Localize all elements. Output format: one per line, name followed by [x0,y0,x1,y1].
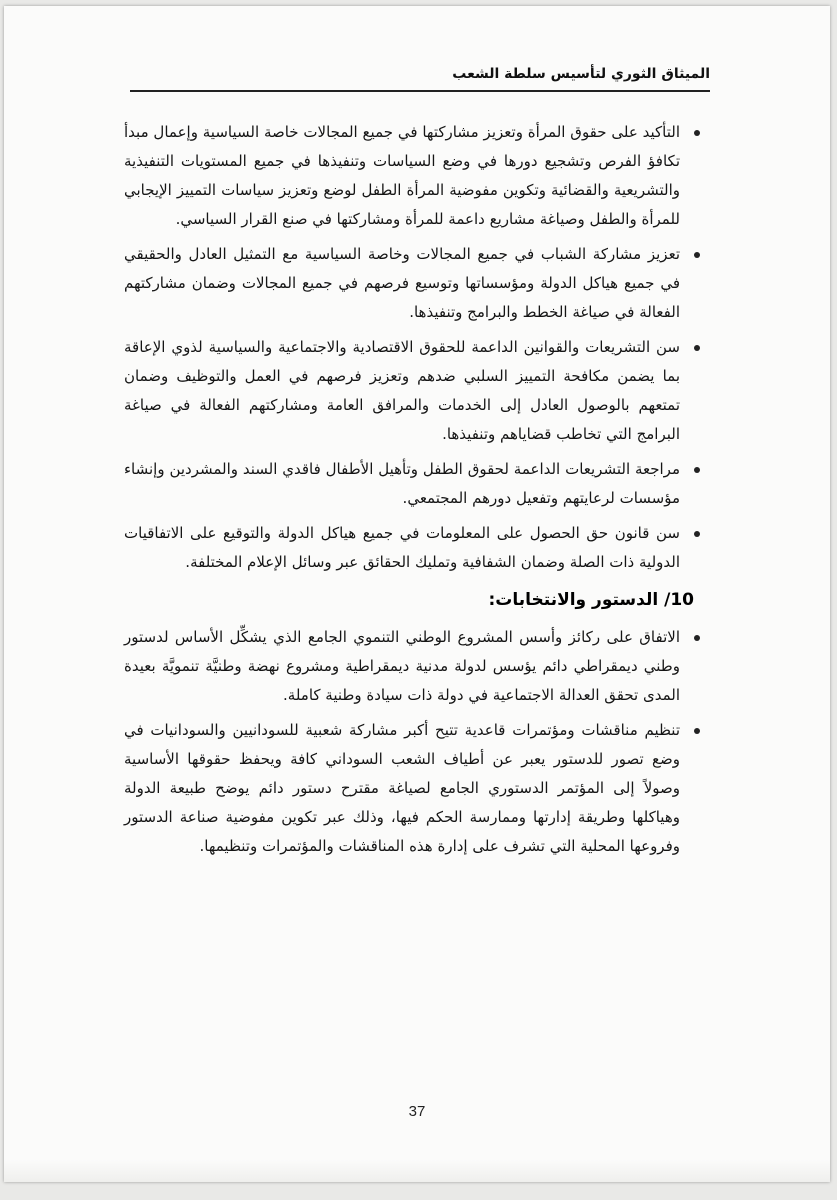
list-item [124,519,680,577]
bullet-icon [694,467,700,473]
list-item [124,333,680,449]
list-item [124,623,680,710]
page-edge-shadow [4,1160,830,1182]
list-item-text: مراجعة التشريعات الداعمة لحقوق الطفل وتأهيل الأطفال فاقدي السند والمشردين وإنشاء مؤسسات لرعايتهم وتفعيل دورهم المجتمعي. [124,460,680,507]
list-item-text: سن قانون حق الحصول على المعلومات في جميع هياكل الدولة والتوقيع على الاتفاقيات الدولية ذات الصلة وضمان الشفافية وتمليك الحقائق عبر وسائل الإعلام المختلفة. [124,524,680,571]
list-item [124,118,680,234]
list-item-text: تنظيم مناقشات ومؤتمرات قاعدية تتيح أكبر مشاركة شعبية للسودانيين والسودانيات في وضع تصور للدستور يعبر عن أطياف الشعب السوداني كافة ويحفظ حقوقها الأساسية وصولاً إلى المؤتمر الدستوري الجامع لصياغة مقترح دستور دائم يوضح طبيعة الدولة وهياكلها وطريقة إدارتها وممارسة الحكم فيها، وذلك عبر تكوين مفوضية صناعة الدستور وفروعها المحلية التي تشرف على إدارة هذه المناقشات والمؤتمرات وتنظيمها. [124,721,680,855]
bullet-icon [694,635,700,641]
list-item-text: التأكيد على حقوق المرأة وتعزيز مشاركتها في جميع المجالات خاصة السياسية وإعمال مبدأ تكافؤ الفرص وتشجيع دورها في وضع السياسات وتنفيذها في جميع المستويات التنفيذية والتشريعية والقضائية وتكوين مفوضية المرأة الطفل لوضع وتعزيز سياسات التمييز الإيجابي للمرأة والطفل وصياغة مشاريع داعمة للمرأة ومشاركتها في صنع القرار السياسي. [124,123,680,228]
bullet-icon [694,252,700,258]
header-title: الميثاق الثوري لتأسيس سلطة الشعب [452,66,710,82]
section-title: الدستور والانتخابات: [488,590,659,610]
list-item [124,455,680,513]
bullet-icon [694,345,700,351]
bullet-icon [694,531,700,537]
bullet-icon [694,728,700,734]
list-item [124,716,680,861]
document-page [4,6,830,1182]
section-heading [124,583,694,617]
list-item [124,240,680,327]
list-item-text: سن التشريعات والقوانين الداعمة للحقوق الاقتصادية والاجتماعية والسياسية لذوي الإعاقة بما يضمن مكافحة التمييز السلبي ضدهم وتعزيز فرصهم في العمل والتوظيف وضمان تمتعهم بالوصول العادل إلى الخدمات والمرافق العامة ومشاركتهم الفعالة في صياغة البرامج التي تخاطب قضاياهم وتنفيذها. [124,338,680,443]
bullet-list-rights [124,118,680,577]
page-content [124,118,694,867]
page-header [130,64,710,92]
page-number: 37 [408,1103,426,1120]
section-number: 10/ [664,590,694,610]
bullet-list-constitution [124,623,680,861]
bullet-icon [694,130,700,136]
list-item-text: تعزيز مشاركة الشباب في جميع المجالات وخاصة السياسية مع التمثيل العادل والحقيقي في جميع هياكل الدولة ومؤسساتها وتوسيع فرصهم في جميع المجالات وضمان مشاركتهم الفعالة في صياغة الخطط والبرامج وتنفيذها. [124,245,680,321]
list-item-text: الاتفاق على ركائز وأسس المشروع الوطني التنموي الجامع الذي يشكِّل الأساس لدستور وطني ديمقراطي دائم يؤسس لدولة مدنية ديمقراطية ومشروع نهضة وطنيَّة تنمويَّة بعيدة المدى تحقق العدالة الاجتماعية في دولة ذات سيادة وطنية كاملة. [124,628,680,704]
